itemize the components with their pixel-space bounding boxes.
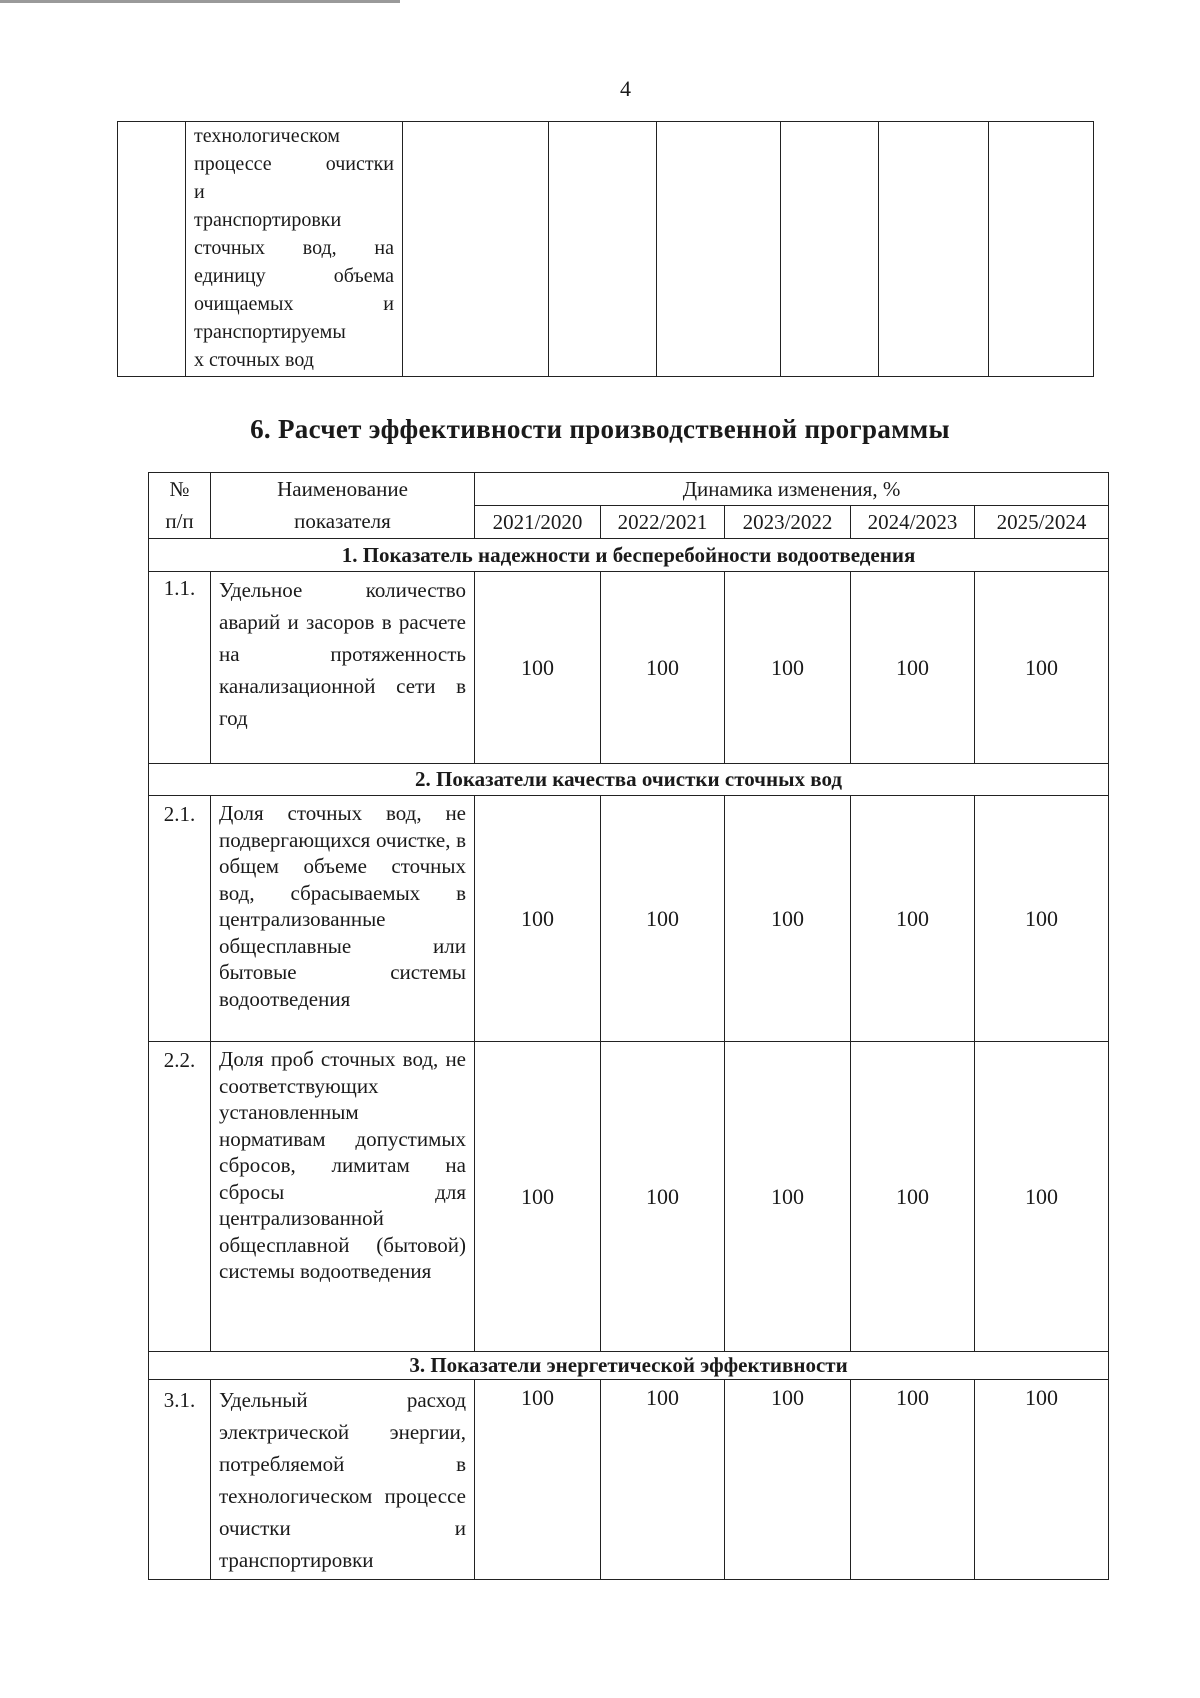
- value-cell: 100: [975, 572, 1109, 764]
- section-row: [149, 1352, 1109, 1380]
- indicator-name: Доля проб сточных вод, не соответствующих установленным нормативам допустимых сбросов, лимитам на сбросы для централизованной общесплавной (бытовой) системы водоотведения: [211, 1042, 475, 1352]
- efficiency-table: [148, 472, 1109, 1580]
- period-header: 2025/2024: [975, 506, 1109, 539]
- section-title: 2. Показатели качества очистки сточных вод: [149, 764, 1109, 796]
- value-cell: 100: [975, 1380, 1109, 1580]
- value-cell: 100: [725, 1380, 851, 1580]
- continuation-empty-cell: [989, 122, 1094, 377]
- header-row: [149, 473, 1109, 506]
- value-cell: 100: [851, 1042, 975, 1352]
- continuation-line: транспортировки: [194, 209, 342, 231]
- continuation-empty-cell: [403, 122, 549, 377]
- continuation-name-cell: [186, 122, 403, 377]
- period-header: 2024/2023: [851, 506, 975, 539]
- col-name-header: Наименование показателя: [211, 473, 475, 539]
- continuation-line: очищаемых и: [194, 293, 394, 315]
- section-heading: 6. Расчет эффективности производственной программы: [250, 414, 950, 444]
- continuation-empty-cell: [657, 122, 781, 377]
- value-cell: 100: [851, 572, 975, 764]
- value-cell: 100: [725, 1042, 851, 1352]
- value-cell: 100: [851, 1380, 975, 1580]
- row-number: 3.1.: [149, 1380, 211, 1580]
- row-number: 2.1.: [149, 796, 211, 1042]
- section-row: [149, 539, 1109, 572]
- value-cell: 100: [475, 1042, 601, 1352]
- value-cell: 100: [475, 796, 601, 1042]
- section-title: 3. Показатели энергетической эффективности: [149, 1352, 1109, 1380]
- value-cell: 100: [975, 1042, 1109, 1352]
- period-header: 2021/2020: [475, 506, 601, 539]
- value-cell: 100: [475, 572, 601, 764]
- value-cell: 100: [851, 796, 975, 1042]
- value-cell: 100: [601, 1380, 725, 1580]
- continuation-empty-cell: [781, 122, 879, 377]
- continuation-num-cell: [118, 122, 186, 377]
- row-number: 1.1.: [149, 572, 211, 764]
- value-cell: 100: [725, 796, 851, 1042]
- indicator-name: Удельное количество аварий и засоров в расчете на протяженность канализационной сети в год: [211, 572, 475, 764]
- group-header: Динамика изменения, %: [475, 473, 1109, 506]
- continuation-line: единицу объема: [194, 265, 394, 287]
- continuation-line: х сточных вод: [194, 349, 314, 371]
- value-cell: 100: [601, 1042, 725, 1352]
- section-row: [149, 764, 1109, 796]
- continuation-line: и: [194, 181, 205, 203]
- continuation-line: транспортируемы: [194, 321, 346, 343]
- value-cell: 100: [601, 572, 725, 764]
- period-header: 2022/2021: [601, 506, 725, 539]
- value-cell: 100: [975, 796, 1109, 1042]
- indicator-name: Доля сточных вод, не подвергающихся очистке, в общем объеме сточных вод, сбрасываемых в централизованные общесплавные или бытовые системы водоотведения: [211, 796, 475, 1042]
- section-title: 1. Показатель надежности и бесперебойности водоотведения: [149, 539, 1109, 572]
- indicator-name: Удельный расход электрической энергии, потребляемой в технологическом процессе очистки и транспортировки: [211, 1380, 475, 1580]
- table-row: [149, 1042, 1109, 1352]
- page-number: 4: [620, 76, 631, 101]
- period-header: 2023/2022: [725, 506, 851, 539]
- value-cell: 100: [601, 796, 725, 1042]
- table-row: [149, 796, 1109, 1042]
- value-cell: 100: [475, 1380, 601, 1580]
- continuation-table: [117, 121, 1094, 377]
- continuation-line: сточных вод, на: [194, 237, 394, 259]
- row-number: 2.2.: [149, 1042, 211, 1352]
- continuation-empty-cell: [879, 122, 989, 377]
- continuation-line: технологическом: [194, 125, 340, 147]
- continuation-empty-cell: [549, 122, 657, 377]
- table-row: [149, 572, 1109, 764]
- continuation-line: процессе очистки: [194, 153, 394, 175]
- table-row: [149, 1380, 1109, 1580]
- col-num-header: № п/п: [149, 473, 211, 539]
- value-cell: 100: [725, 572, 851, 764]
- scan-edge-line: [0, 0, 400, 3]
